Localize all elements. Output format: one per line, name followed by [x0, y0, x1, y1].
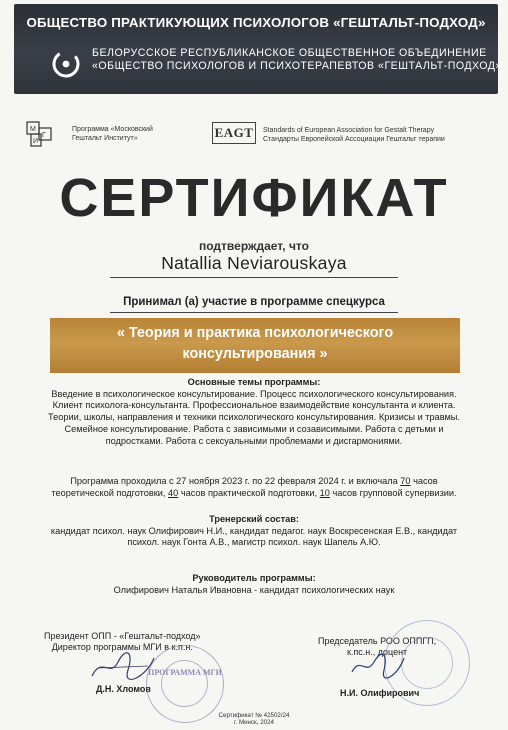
name-underline — [110, 277, 398, 278]
director-line: Олифирович Наталья Ивановна - кандидат психологических наук — [113, 584, 395, 595]
director-heading: Руководитель программы: — [192, 573, 316, 583]
right-title-line2: к.пс.н., доцент — [346, 647, 408, 657]
left-title-line1: Президент ОПП - «Гештальт-подход» — [44, 631, 201, 641]
topic-line: Семейное консультирование. Работа с зависимыми и созависимыми. Работа с детьми и — [64, 423, 444, 434]
eagt-standards-label — [263, 126, 445, 144]
director-section — [20, 573, 488, 596]
confirms-text: подтверждает, что — [199, 239, 309, 253]
trainers-line: психол. наук Гонта А.В., магистр психол. наук Шапель А.Ю. — [127, 537, 381, 548]
left-stamp-text: ПРОГРАММА МГИ — [148, 668, 222, 677]
left-title-line2: Директор программы МГИ в к.п.н. — [51, 642, 193, 652]
program-title-banner — [50, 318, 460, 373]
svg-text:И: И — [33, 138, 39, 145]
right-signatory-name: Н.И. Олифирович — [340, 688, 420, 698]
header-organization — [92, 47, 502, 73]
mgi-program-label — [72, 125, 153, 143]
trainers-heading: Тренерский состав: — [209, 514, 299, 524]
left-signatory-name: Д.Н. Хломов — [96, 684, 151, 694]
topic-line: Клиент психолога-консультанта. Профессиональное взаимодействие консультанта и клиента. — [52, 400, 456, 411]
certificate-footer — [0, 712, 508, 726]
duration-text: часов групповой супервизии. — [329, 487, 457, 498]
mgi-line2: Гештальт Институт» — [72, 135, 138, 142]
duration-text: часов — [410, 476, 438, 486]
trainers-section — [20, 514, 488, 549]
duration-section — [20, 476, 488, 499]
header-band — [14, 4, 502, 94]
recipient-name: Natallia Neviarouskaya — [161, 253, 347, 273]
participation-text: Принимал (а) участие в программе спецкурса — [123, 296, 385, 308]
header-org-line2: «ОБЩЕСТВО ПСИХОЛОГОВ И ПСИХОТЕРАПЕВТОВ «ГЕШТАЛЬТ-ПОДХОД» — [92, 60, 502, 72]
certificate-heading: СЕРТИФИКАТ — [59, 168, 449, 228]
duration-text: теоретической подготовки, — [51, 487, 169, 498]
mgi-logo-icon — [23, 118, 63, 150]
gestalt-logo-icon — [52, 50, 80, 78]
eagt-logo: EAGT — [212, 122, 256, 144]
right-signature-icon — [348, 650, 408, 682]
program-title: « Теория и практика психологического консультирования » — [116, 325, 394, 362]
practice-hours: 40 — [168, 487, 179, 498]
supervision-hours: 10 — [319, 487, 330, 498]
eagt-line2: Стандарты Европейской Ассоциации Гештальт терапии — [263, 136, 445, 143]
certificate-place-year: г. Минск, 2024 — [234, 719, 274, 726]
duration-line2 — [20, 488, 488, 500]
header-org-line1: БЕЛОРУССКОЕ РЕСПУБЛИКАНСКОЕ ОБЩЕСТВЕННОЕ ОБЪЕДИНЕНИЕ — [92, 47, 487, 59]
right-title-line1: Председатель РОО ОППГП, — [318, 636, 437, 646]
header-title: ОБЩЕСТВО ПРАКТИКУЮЩИХ ПСИХОЛОГОВ «ГЕШТАЛЬТ-ПОДХОД» — [26, 15, 486, 30]
topic-line: Введение в психологическое консультирование. Процесс психологического консультирования. — [51, 388, 457, 399]
topics-section — [20, 377, 488, 447]
theory-hours: 70 — [400, 476, 411, 486]
topic-line: Теории, школы, направления и техники психологического консультирования. Кризисы и травмы. — [48, 412, 460, 423]
svg-text:Г: Г — [42, 132, 46, 139]
eagt-line1: Standards of European Association for Gestalt Therapy — [263, 127, 435, 134]
certificate-number: Сертификат № 42502/24 — [218, 712, 290, 719]
duration-text: часов практической подготовки, — [178, 487, 320, 498]
topics-heading: Основные темы программы: — [187, 377, 321, 387]
svg-text:М: М — [30, 126, 36, 133]
trainers-line: кандидат психол. наук Олифирович Н.И., кандидат педагог. наук Воскресенская Е.В., кандидат — [50, 525, 458, 536]
duration-text: Программа проходила с 27 ноября 2023 г. по 22 февраля 2024 г. и включала — [70, 476, 401, 486]
mgi-line1: Программа «Московский — [72, 126, 153, 133]
participated-underline — [110, 312, 398, 313]
topic-line: подростками. Работа с сексуальными проблемами и дисгармониями. — [105, 435, 403, 446]
duration-line1 — [20, 476, 488, 488]
